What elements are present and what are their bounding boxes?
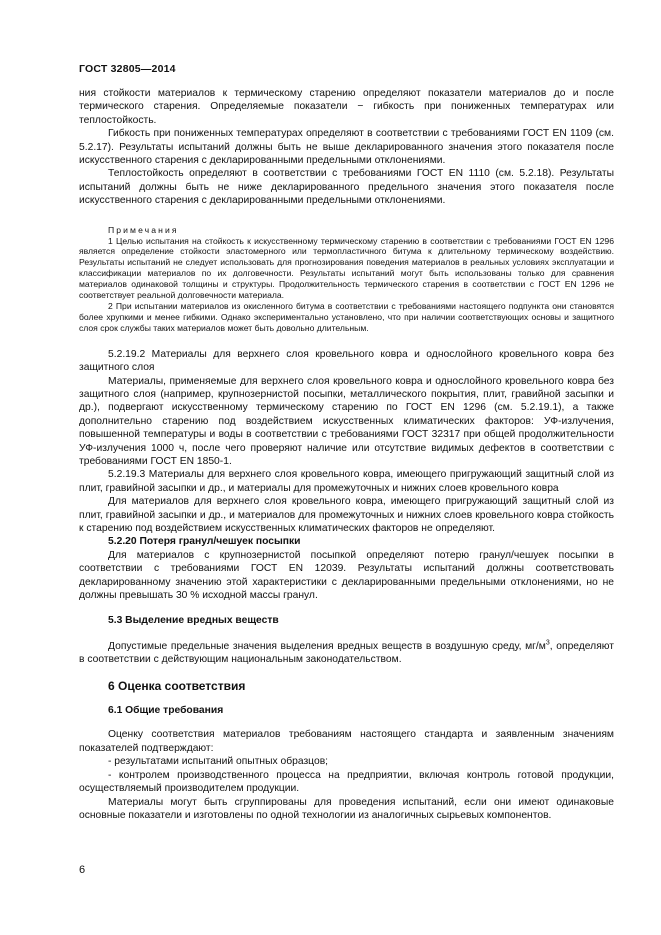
paragraph-heat-resistance: Теплостойкость определяют в соответствии с требованиями ГОСТ EN 1110 (см. 5.2.18). Результаты испытаний должны быть не ниже декларированного предельного значения этого показателя после искусственного старения с декларированными предельными отклонениями. — [79, 168, 614, 207]
section-5-2-19-2-title: 5.2.19.2 Материалы для верхнего слоя кровельного ковра и однослойного кровельного ковра без защитного слоя — [79, 348, 614, 374]
paragraph-aging-intro: ния стойкости материалов к термическому старению определяют показатели материалов до и после термического старения. Определяемые показатели − гибкость при пониженных температурах или теплостойкость. — [79, 88, 614, 126]
note-item-2: 2 При испытании материалов из окисленного битума в соответствии с требованиями настоящего подпункта они становятся более хрупкими и менее гибкими. Однако экспериментально установлено, что при наличии соответствующих основы и защитного слоя срок службы таких материалов может быть довольно длительным. — [79, 301, 614, 333]
section-6-1-title: 6.1 Общие требования — [108, 705, 224, 717]
section-5-2-19-2-text: Материалы, применяемые для верхнего слоя кровельного ковра и однослойного кровельного ковра без защитного слоя (например, крупнозернистой посыпки, металлического покрытия, плит, гравийной засыпки и др.), подвергают искусственному термическому старению по ГОСТ EN 1296 (см. 5.2.19.1), а также дополнительно старению под воздействием искусственных климатических факторов: УФ-излучения, повышенной температуры и воды в соответствии с требованиями ГОСТ 32317 при общей продолжительности УФ-излучения 1000 ч, после чего проверяют наличие или отсутствие видимых дефектов в соответствии с требованиями ГОСТ EN 1850-1. — [79, 375, 614, 467]
section-5-2-20-text: Для материалов с крупнозернистой посыпкой определяют потерю гранул/чешуек посыпки в соответствии с требованиями ГОСТ EN 12039. Результаты испытаний должны соответствовать декларированному значению этой характеристики с декларированными предельными отклонениями, но не должны превышать 30 % исходной массы гранул. — [79, 549, 614, 602]
section-5-2-19-3-title: 5.2.19.3 Материалы для верхнего слоя кровельного ковра, имеющего пригружающий защитный слой из плит, гравийной засыпки и др., и материалы для промежуточных и нижних слоев кровельного ковра — [79, 469, 614, 494]
section-5-2-19-3-text: Для материалов для верхнего слоя кровельного ковра, имеющего пригружающий защитный слой из плит, гравийной засыпки и др., и материалов для промежуточных и нижних слоев кровельного ковра стойкость к старению под воздействием искусственных климатических факторов не определяют. — [79, 496, 614, 534]
document-body — [79, 87, 614, 822]
section-5-3-text-start: Допустимые предельные значения выделения вредных веществ в воздушную среду, мг/м — [108, 640, 546, 652]
section-6-1-intro: Оценку соответствия материалов требованиям настоящего стандарта и заявленным значениям показателей подтверждают: — [79, 729, 614, 754]
page-number: 6 — [79, 864, 86, 876]
notes-title: Примечания — [108, 224, 179, 235]
section-5-2-20-title: 5.2.20 Потеря гранул/чешуек посыпки — [108, 536, 301, 548]
list-item-test-results: - результатами испытаний опытных образцов; — [108, 756, 329, 768]
section-5-3-text — [79, 640, 614, 667]
unit-superscript: 3 — [545, 639, 550, 647]
section-5-3-title: 5.3 Выделение вредных веществ — [108, 615, 279, 627]
list-item-production-control: - контролем производственного процесса на предприятии, включая контроль готовой продукции, осуществляемый производителем продукции. — [79, 769, 614, 795]
note-item-1: 1 Целью испытания на стойкость к искусственному термическому старению в соответствии с требованиями ГОСТ EN 1296 является определение стойкости эластомерного или термопластичного битума к длительному термическому воздействию. Результаты испытаний не следует использовать для прогнозирования поведения материалов в реальных условиях эксплуатации и классификации материалов по их долговечности. Результаты испытаний могут быть использованы только для сравнения материалов одинаковой толщины и структуры. Продолжительность термического старения в соответствии с ГОСТ EN 1296 не соответствует реальной долговечности материала. — [79, 235, 614, 301]
document-code: ГОСТ 32805—2014 — [79, 63, 176, 75]
paragraph-flexibility: Гибкость при пониженных температурах определяют в соответствии с требованиями ГОСТ EN 1109 (см. 5.2.17). Результаты испытаний должны быть не выше декларированного значения этого показателя после искусственного старения с декларированными предельными отклонениями. — [79, 128, 614, 167]
notes-block — [79, 225, 614, 334]
section-6-title: 6 Оценка соответствия — [108, 678, 246, 693]
section-5-3-text-end: , определяют в соответствии с действующим национальным законодательством. — [79, 640, 614, 666]
section-6-1-grouping: Материалы могут быть сгруппированы для проведения испытаний, если они имеют одинаковые основные показатели и изготовлены по одной технологии из аналогичных сырьевых компонентов. — [79, 796, 614, 821]
